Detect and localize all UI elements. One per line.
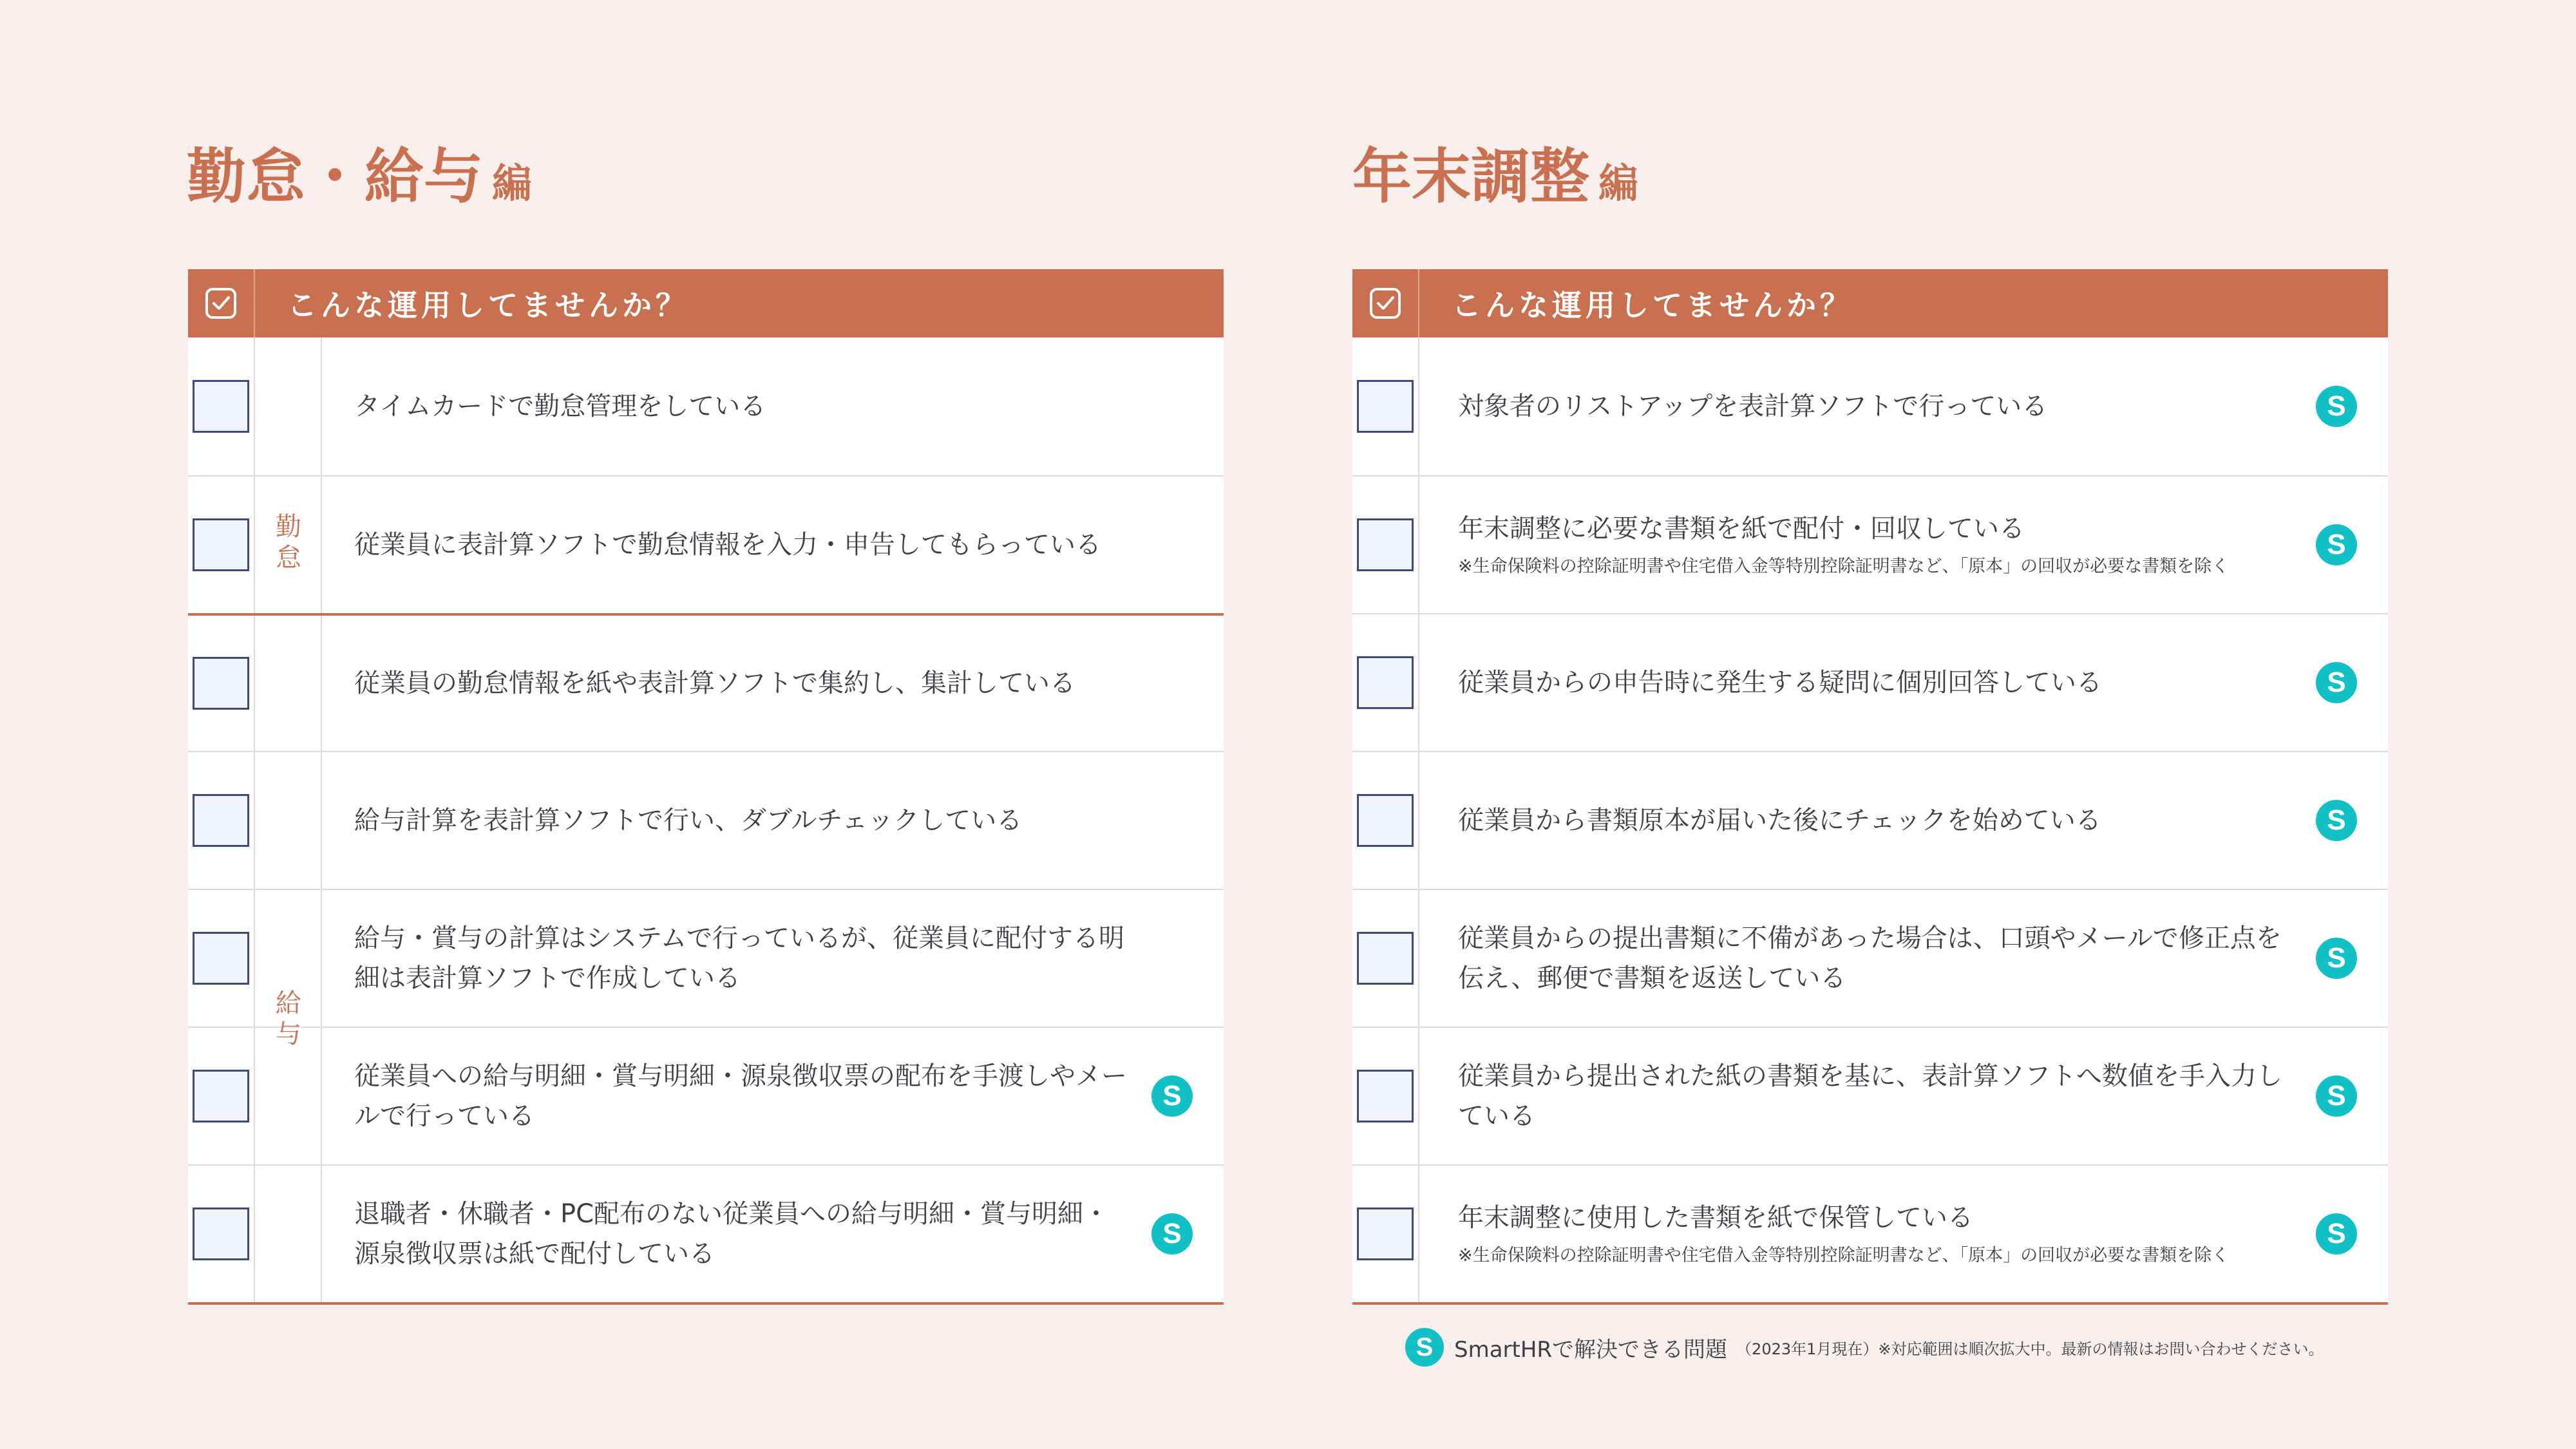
checkbox[interactable] <box>1357 932 1414 985</box>
item-text: 従業員の勤怠情報を紙や表計算ソフトで集約し、集計している <box>354 668 1075 698</box>
smarthr-s-icon: S <box>1151 1075 1193 1117</box>
item-text: 年末調整に必要な書類を紙で配付・回収している <box>1458 514 2025 544</box>
section-title-text: 勤怠・給与 <box>187 142 484 211</box>
checklist-row <box>188 613 1224 751</box>
footnote <box>1405 1328 2324 1367</box>
smarthr-s-icon: S <box>1151 1213 1193 1255</box>
item-text: 従業員から書類原本が届いた後にチェックを始めている <box>1458 806 2101 835</box>
checkbox-icon <box>1352 269 1419 337</box>
smarthr-s-icon: S <box>2316 800 2357 841</box>
checklist-year-end-adjustment <box>1352 269 2388 1305</box>
item-text: 年末調整に使用した書類を紙で保管している <box>1458 1203 1973 1233</box>
smarthr-s-icon: S <box>2316 938 2357 979</box>
checklist-row <box>1352 751 2388 889</box>
item-note: ※生命保険料の控除証明書や住宅借入金等特別控除証明書など、「原本」の回収が必要な書類を除く <box>1458 556 2230 576</box>
section-title-attendance-payroll <box>187 135 532 225</box>
checkbox[interactable] <box>193 657 249 710</box>
checklist-row <box>188 751 1224 889</box>
section-title-suffix: 編 <box>492 160 533 207</box>
checklist-header <box>1352 269 2388 337</box>
item-text: 給与計算を表計算ソフトで行い、ダブルチェックしている <box>354 806 1023 835</box>
item-text: タイムカードで勤怠管理をしている <box>354 392 766 421</box>
item-text: 対象者のリストアップを表計算ソフトで行っている <box>1458 392 2048 421</box>
smarthr-s-icon: S <box>2316 1075 2357 1117</box>
checklist-row <box>1352 613 2388 751</box>
checkbox[interactable] <box>1357 656 1414 709</box>
smarthr-s-icon: S <box>2316 386 2357 427</box>
item-note: ※生命保険料の控除証明書や住宅借入金等特別控除証明書など、「原本」の回収が必要な書類を除く <box>1458 1245 2230 1265</box>
checkbox[interactable] <box>1357 1208 1414 1260</box>
section-title-suffix: 編 <box>1598 160 1639 207</box>
smarthr-s-icon: S <box>2316 662 2357 703</box>
checkbox[interactable] <box>193 932 249 985</box>
smarthr-s-icon: S <box>1405 1328 1444 1367</box>
checklist-row <box>188 337 1224 475</box>
item-text: 退職者・休職者・PC配布のない従業員への給与明細・賞与明細・源泉徴収票は紙で配付している <box>354 1199 1110 1269</box>
checklist-header-label: こんな運用してませんか？ <box>1452 288 1853 323</box>
checkbox[interactable] <box>1357 518 1414 571</box>
checkbox-icon <box>188 269 255 337</box>
checkbox[interactable] <box>1357 380 1414 433</box>
item-text: 従業員からの申告時に発生する疑問に個別回答している <box>1458 668 2102 697</box>
item-text: 従業員に表計算ソフトで勤怠情報を入力・申告してもらっている <box>354 530 1101 560</box>
category-label-attendance: 勤 怠 <box>276 512 301 573</box>
checklist-row <box>1352 475 2388 613</box>
smarthr-s-icon: S <box>2316 524 2357 565</box>
checklist-row <box>188 475 1224 613</box>
checklist-row <box>1352 1027 2388 1164</box>
item-text: 従業員からの提出書類に不備があった場合は、口頭やメールで修正点を伝え、郵便で書類を返送している <box>1458 923 2282 993</box>
checklist-row <box>1352 889 2388 1027</box>
item-text: 給与・賞与の計算はシステムで行っているが、従業員に配付する明細は表計算ソフトで作成している <box>354 923 1124 993</box>
item-text: 従業員への給与明細・賞与明細・源泉徴収票の配布を手渡しやメールで行っている <box>354 1061 1127 1131</box>
checklist-header <box>188 269 1224 337</box>
section-title-year-end-adjustment <box>1352 135 1638 225</box>
checkbox[interactable] <box>193 518 249 571</box>
checklist-row <box>1352 1164 2388 1302</box>
checkbox[interactable] <box>193 794 249 847</box>
section-title-text: 年末調整 <box>1352 142 1590 211</box>
footnote-main: SmartHRで解決できる問題 <box>1454 1336 1728 1363</box>
checklist-row <box>1352 337 2388 475</box>
item-text: 従業員から提出された紙の書類を基に、表計算ソフトへ数値を手入力している <box>1458 1061 2282 1131</box>
footnote-sub: （2023年1月現在）※対応範囲は順次拡大中。最新の情報はお問い合わせください。 <box>1736 1340 2324 1358</box>
checkbox[interactable] <box>193 1070 249 1122</box>
checkbox[interactable] <box>193 1208 249 1260</box>
checklist-row <box>188 1164 1224 1302</box>
category-label-payroll: 給 与 <box>276 989 301 1049</box>
checkbox[interactable] <box>1357 1070 1414 1122</box>
checkbox[interactable] <box>193 380 249 433</box>
checklist-row <box>188 889 1224 1027</box>
checklist-header-label: こんな運用してませんか？ <box>287 288 689 323</box>
smarthr-s-icon: S <box>2316 1213 2357 1255</box>
checklist-attendance-payroll <box>188 269 1224 1305</box>
checklist-row <box>188 1027 1224 1164</box>
checkbox[interactable] <box>1357 794 1414 847</box>
